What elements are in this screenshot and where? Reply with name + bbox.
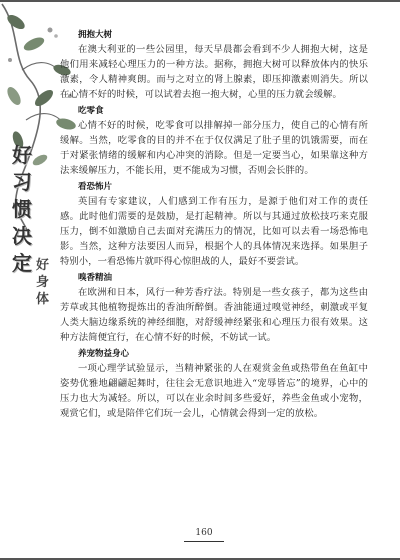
- side-title-sub: 好身体: [36, 258, 50, 307]
- page-number-underline: [184, 541, 224, 542]
- section-heading: 嗅香精油: [78, 273, 113, 283]
- section-heading: 拥抱大树: [78, 30, 113, 40]
- side-book-title: [6, 142, 68, 327]
- section-heading: 养宠物益身心: [78, 349, 130, 359]
- section-heading: 吃零食: [78, 106, 104, 116]
- section-hug-tree: [60, 28, 368, 102]
- section-paragraph: 一项心理学试验显示，当精神紧张的人在观赏金鱼或热带鱼在鱼缸中姿势优雅地翩翩起舞时，往往会无意识地进入“宠辱皆忘”的境界，心中的压力也大为减轻。所以，可以在业余时间多些爱好，养些金鱼或小宠物，观赏它们，或是陪伴它们玩一会儿，心情就会得到一定的放松。: [60, 363, 368, 419]
- section-snacks: [60, 104, 368, 178]
- section-heading: 看恐怖片: [78, 182, 113, 192]
- section-paragraph: 在澳大利亚的一些公园里，每天早晨都会看到不少人拥抱大树，这是他们用来减轻心理压力的一种方法。据称，拥抱大树可以释放体内的快乐激素，令人精神爽朗。而与之对立的肾上腺素，即压抑激素则消失。所以在心情不好的时候，可以试着去抱一抱大树，心里的压力就会缓解。: [60, 44, 368, 100]
- side-title-main: 好习惯决定: [12, 143, 32, 275]
- section-paragraph: 心情不好的时候，吃零食可以排解掉一部分压力，使自己的心情有所缓解。当然，吃零食的目的并不在于仅仅满足了肚子里的饥饿需要，而在于对紧张情绪的缓解和内心冲突的消除。但是一定要当心，如果靠这种方法来缓解压力，不能长用，更不能成为习惯，否则会长胖的。: [60, 120, 368, 176]
- section-pets: [60, 347, 368, 421]
- section-paragraph: 在欧洲和日本，风行一种芳香疗法。特别是一些女孩子，都为这些由芳草或其他植物提炼出的香油所醉倒。香油能通过嗅觉神经，刺激或平复人类大脑边缘系统的神经细胞，对舒缓神经紧张和心理压力很有效果。这种方法简便宜行，在心情不好的时候，不妨试一试。: [60, 287, 368, 343]
- section-paragraph: 英国有专家建议，人们感到工作有压力，是源于他们对工作的责任感。此时他们需要的是鼓励，是打起精神。所以与其通过放松技巧来克服压力，倒不如激励自己去面对充满压力的情况，比如可以去看一场恐怖电影。当然，这种方法要因人而异，根据个人的具体情况来选择。如果胆子特别小，一看恐怖片就吓得心惊胆战的人，最好不要尝试。: [60, 196, 368, 267]
- section-horror-film: [60, 180, 368, 269]
- page-number: 160: [195, 528, 213, 538]
- section-essential-oil: [60, 271, 368, 345]
- main-content: [60, 28, 368, 423]
